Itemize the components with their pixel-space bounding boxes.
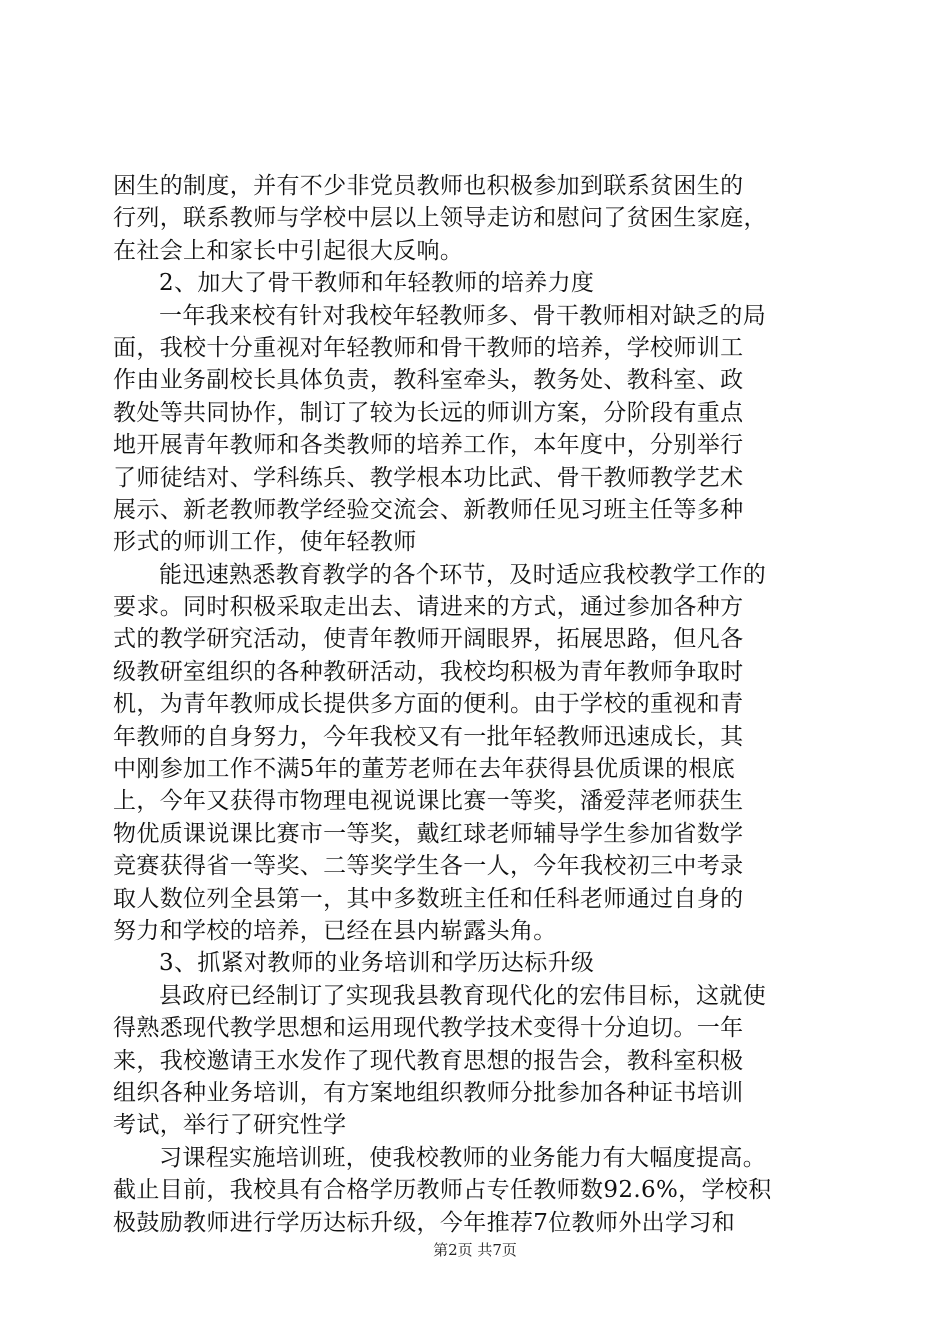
text-line: 机，为青年教师成长提供多方面的便利。由于学校的重视和青 bbox=[113, 691, 744, 718]
text-line: 教处等共同协作，制订了较为长远的师训方案，分阶段有重点 bbox=[113, 399, 744, 426]
text-line: 组织各种业务培训，有方案地组织教师分批参加各种证书培训 bbox=[113, 1079, 744, 1106]
text-line: 得熟悉现代教学思想和运用现代教学技术变得十分迫切。一年 bbox=[113, 1015, 744, 1042]
text-line: 年教师的自身努力，今年我校又有一批年轻教师迅速成长，其 bbox=[113, 723, 744, 750]
text-line: 物优质课说课比赛市一等奖，戴红球老师辅导学生参加省数学 bbox=[113, 820, 744, 847]
text-line: 努力和学校的培养，已经在县内崭露头角。 bbox=[113, 917, 557, 944]
paragraph-start: 县政府已经制订了实现我县教育现代化的宏伟目标，这就使 bbox=[159, 982, 767, 1009]
page-number-footer: 第2页 共7页 bbox=[433, 1241, 517, 1259]
paragraph-start: 一年我来校有针对我校年轻教师多、骨干教师相对缺乏的局 bbox=[159, 302, 767, 329]
text-line: 了师徒结对、学科练兵、教学根本功比武、骨干教师教学艺术 bbox=[113, 464, 744, 491]
text-line: 考试，举行了研究性学 bbox=[113, 1112, 347, 1139]
text-line: 上，今年又获得市物理电视说课比赛一等奖，潘爱萍老师获生 bbox=[113, 788, 744, 815]
text-line: 来，我校邀请王水发作了现代教育思想的报告会，教科室积极 bbox=[113, 1047, 744, 1074]
text-line: 级教研室组织的各种教研活动，我校均积极为青年教师争取时 bbox=[113, 658, 744, 685]
text-line: 形式的师训工作，使年轻教师 bbox=[113, 529, 417, 556]
text-line: 困生的制度，并有不少非党员教师也积极参加到联系贫困生的 bbox=[113, 173, 744, 199]
text-line: 取人数位列全县第一，其中多数班主任和任科老师通过自身的 bbox=[113, 885, 744, 912]
document-body bbox=[113, 170, 843, 1239]
text-line: 要求。同时积极采取走出去、请进来的方式，通过参加各种方 bbox=[113, 594, 744, 621]
paragraph-start: 习课程实施培训班，使我校教师的业务能力有大幅度提高。 bbox=[159, 1144, 767, 1171]
text-line: 地开展青年教师和各类教师的培养工作，本年度中，分别举行 bbox=[113, 432, 744, 459]
text-line: 极鼓励教师进行学历达标升级，今年推荐7位教师外出学习和 bbox=[113, 1209, 736, 1236]
section-heading-3: 3、抓紧对教师的业务培训和学历达标升级 bbox=[159, 950, 595, 977]
text-line: 式的教学研究活动，使青年教师开阔眼界，拓展思路，但凡各 bbox=[113, 626, 744, 653]
text-line: 展示、新老教师教学经验交流会、新教师任见习班主任等多种 bbox=[113, 496, 744, 523]
paragraph-start: 能迅速熟悉教育教学的各个环节，及时适应我校教学工作的 bbox=[159, 561, 767, 588]
section-heading-2: 2、加大了骨干教师和年轻教师的培养力度 bbox=[159, 270, 595, 297]
text-line: 行列，联系教师与学校中层以上领导走访和慰问了贫困生家庭， bbox=[113, 205, 767, 232]
text-line: 作由业务副校长具体负责，教科室牵头，教务处、教科室、政 bbox=[113, 367, 744, 394]
text-line: 在社会上和家长中引起很大反响。 bbox=[113, 237, 464, 264]
text-line: 面，我校十分重视对年轻教师和骨干教师的培养，学校师训工 bbox=[113, 334, 744, 361]
text-line: 竞赛获得省一等奖、二等奖学生各一人，今年我校初三中考录 bbox=[113, 853, 744, 880]
text-line: 截止目前，我校具有合格学历教师占专任教师数92.6%，学校积 bbox=[113, 1177, 772, 1204]
text-line: 中刚参加工作不满5年的董芳老师在去年获得县优质课的根底 bbox=[113, 756, 736, 783]
